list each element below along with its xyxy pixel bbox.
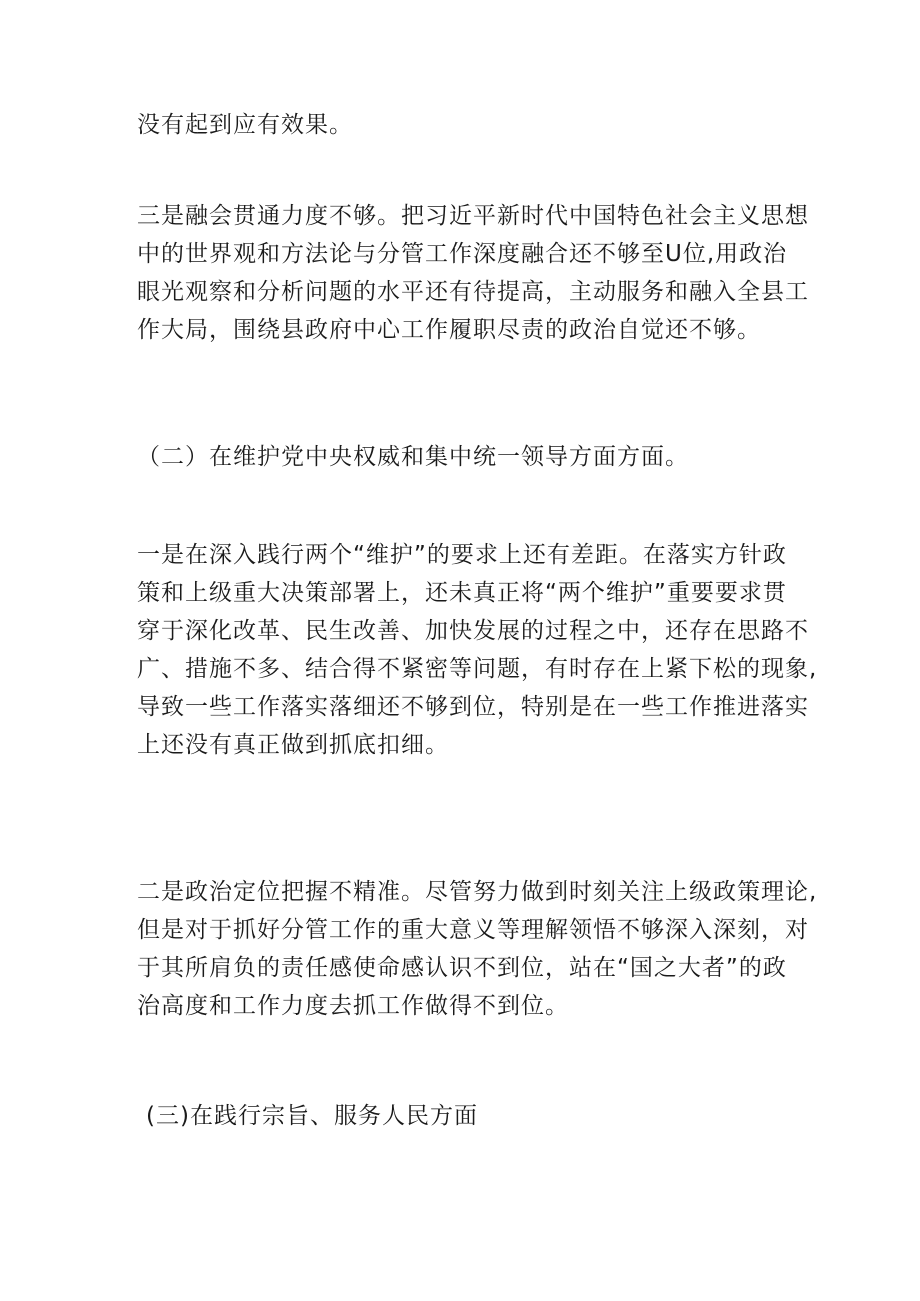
text-line: 眼光观察和分析问题的水平还有待提高，主动服务和融入全县工: [137, 279, 809, 305]
text-line: 一是在深入践行两个“维护”的要求上还有差距。在落实方针政: [137, 542, 787, 568]
text-line: 三是融会贯通力度不够。把习近平新时代中国特色社会主义思想: [137, 203, 809, 229]
text-line: 穿于深化改革、民生改善、加快发展的过程之中，还存在思路不: [137, 618, 809, 644]
text-line: 策和上级重大决策部署上，还未真正将“两个维护”重要要求贯: [137, 580, 787, 606]
paragraph-point-two: [137, 873, 818, 1025]
section-heading-three: (三)在践行宗旨、服务人民方面: [146, 1103, 478, 1129]
section-heading-two: （二）在维护党中央权威和集中统一领导方面方面。: [137, 444, 689, 470]
text-line: 导致一些工作落实落细还不够到位，特别是在一些工作推进落实: [137, 694, 809, 720]
text-line: 二是政治定位把握不精准。尽管努力做到时刻关注上级政策理论,: [137, 879, 818, 905]
text-line: 但是对于抓好分管工作的重大意义等理解领悟不够深入深刻，对: [137, 917, 809, 943]
text-line: 上还没有真正做到抓底扣细。: [137, 732, 449, 758]
paragraph-point-three: [137, 197, 809, 349]
text-line: 没有起到应有效果。: [137, 112, 353, 138]
text-line: 于其所肩负的责任感使命感认识不到位，站在“国之大者”的政: [137, 955, 787, 981]
text-line: 中的世界观和方法论与分管工作深度融合还不够至U位,用政治: [137, 241, 788, 267]
paragraph-point-one: [137, 536, 818, 764]
text-line: 作大局，围绕县政府中心工作履职尽责的政治自觉还不够。: [137, 317, 761, 343]
text-line: 广、措施不多、结合得不紧密等问题，有时存在上紧下松的现象,: [137, 656, 818, 682]
paragraph-continuation: [137, 106, 797, 144]
text-line: 治高度和工作力度去抓工作做得不到位。: [137, 993, 569, 1019]
